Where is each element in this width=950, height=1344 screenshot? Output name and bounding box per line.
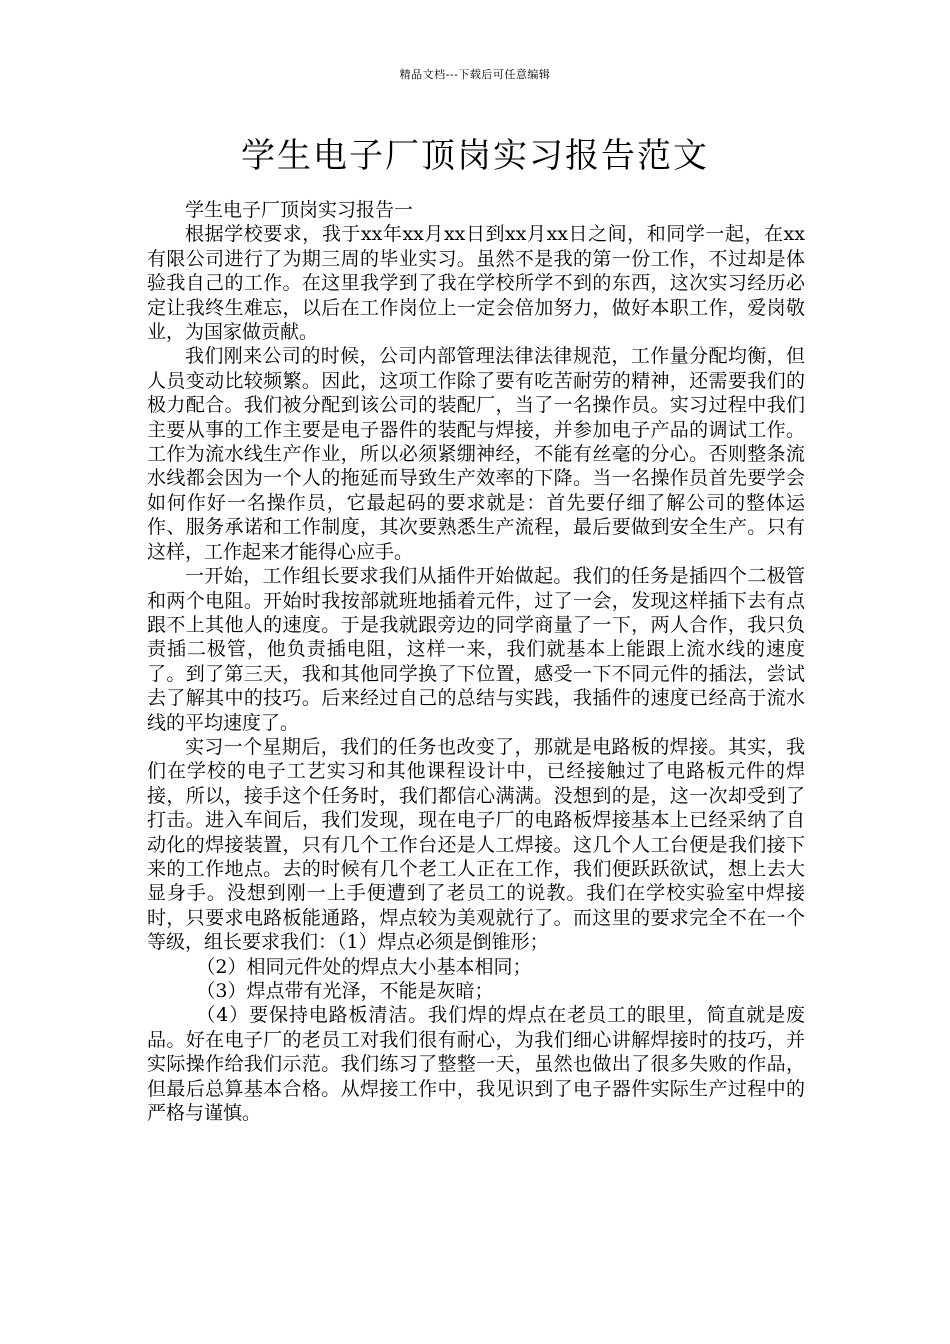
paragraph-inserting: 一开始，工作组长要求我们从插件开始做起。我们的任务是插四个二极管和两个电阻。开始时我按部就班地插着元件，过了一会，发现这样插下去有点跟不上其他人的速度。于是我就跟旁边的同学商量了一下，两人合作，我只负责插二极管，他负责插电阻，这样一来，我们就基本上能跟上流水线的速度了。到了第三天，我和其他同学换了下位置，感受一下不同元件的插法，尝试去了解其中的技巧。后来经过自己的总结与实践，我插件的速度已经高于流水线的平均速度了。 (147, 565, 805, 734)
paragraph-soldering: 实习一个星期后，我们的任务也改变了，那就是电路板的焊接。其实，我们在学校的电子工艺实习和其他课程设计中，已经接触过了电路板元件的焊接，所以，接手这个任务时，我们都信心满满。没想到的是，这一次却受到了打击。进入车间后，我们发现，现在电子厂的电路板焊接基本上已经采纳了自动化的焊接装置，只有几个工作台还是人工焊接。这几个人工台便是我们接下来的工作地点。去的时候有几个老工人正在工作，我们便跃跃欲试，想上去大显身手。没想到刚一上手便遭到了老员工的说教。我们在学校实验室中焊接时，只要求电路板能通路，焊点较为美观就行了。而这里的要求完全不在一个等级，组长要求我们：（1）焊点必须是倒锥形； (147, 735, 805, 954)
requirement-item-2: （2）相同元件处的焊点大小基本相同； (196, 955, 532, 978)
requirement-item-4: （4）要保持电路板清洁。我们焊的焊点在老员工的眼里，简直就是废品。好在电子厂的老员工对我们很有耐心，为我们细心讲解焊接时的技巧，并实际操作给我们示范。我们练习了整整一天，虽然也做出了很多失败的作品，但最后总算基本合格。从焊接工作中，我见识到了电子器件实际生产过程中的严格与谨慎。 (147, 1004, 805, 1125)
document-body (147, 198, 805, 1125)
requirement-item-3: （3）焊点带有光泽，不能是灰暗； (196, 980, 494, 1002)
section-heading: 学生电子厂顶岗实习报告一 (185, 199, 414, 221)
paragraph-intro: 根据学校要求，我于xx年xx月xx日到xx月xx日之间，和同学一起，在xx有限公司进行了为期三周的毕业实习。虽然不是我的第一份工作，不过却是体验我自己的工作。在这里我学到了我在学校所学不到的东西，这次实习经历必定让我终生难忘，以后在工作岗位上一定会倍加努力，做好本职工作，爱岗敬业，为国家做贡献。 (147, 223, 805, 344)
paragraph-arrival: 我们刚来公司的时候，公司内部管理法律法律规范，工作量分配均衡，但人员变动比较频繁。因此，这项工作除了要有吃苦耐劳的精神，还需要我们的极力配合。我们被分配到该公司的装配厂，当了一名操作员。实习过程中我们主要从事的工作主要是电子器件的装配与焊接，并参加电子产品的调试工作。工作为流水线生产作业，所以必须紧绷神经，不能有丝毫的分心。否则整条流水线都会因为一个人的拖延而导致生产效率的下降。当一名操作员首先要学会如何作好一名操作员，它最起码的要求就是：首先要仔细了解公司的整体运作、服务承诺和工作制度，其次要熟悉生产流程，最后要做到安全生产。只有这样，工作起来才能得心应手。 (147, 345, 805, 563)
header-note: 精品文档---下载后可任意编辑 (399, 68, 551, 81)
document-title: 学生电子厂顶岗实习报告范文 (241, 136, 709, 176)
